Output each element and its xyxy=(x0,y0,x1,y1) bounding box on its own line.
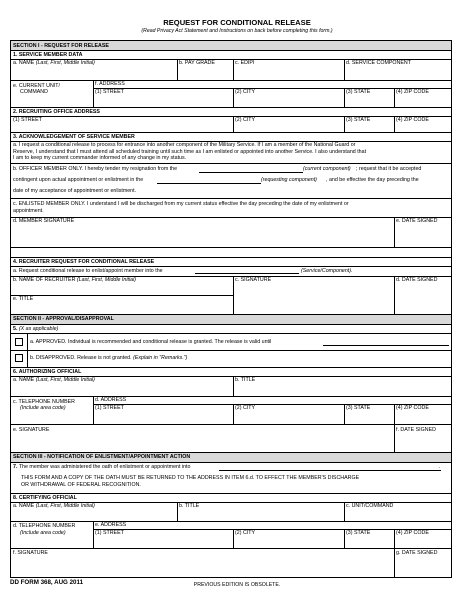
recruiter-date-label: d. DATE SIGNED xyxy=(396,277,438,283)
cert-state-field[interactable] xyxy=(345,537,393,547)
ack-c-line-2: appointment. xyxy=(13,207,44,214)
item-4-heading: 4. RECRUITER REQUEST FOR CONDITIONAL RELEASE xyxy=(13,258,155,265)
recruiter-title-label: e. TITLE xyxy=(13,296,34,302)
form-subtitle: (Read Privacy Act Statement and Instructions on back before completing this form.) xyxy=(141,28,333,34)
auth-street-label: (1) STREET xyxy=(95,405,124,411)
recruiter-date-field[interactable] xyxy=(395,284,450,313)
ro-zip-label: (4) ZIP CODE xyxy=(396,117,429,123)
form-title: REQUEST FOR CONDITIONAL RELEASE xyxy=(163,18,311,27)
recruiter-signature-label: c. SIGNATURE xyxy=(235,277,272,283)
auth-state-field[interactable] xyxy=(345,412,393,423)
sm-name-field[interactable] xyxy=(12,67,176,79)
cert-unit-label: c. UNIT/COMMAND xyxy=(346,503,394,509)
sm-zip-label: (4) ZIP CODE xyxy=(396,89,429,95)
cert-city-field[interactable] xyxy=(234,537,343,547)
auth-zip-field[interactable] xyxy=(395,412,450,423)
sm-name-label: a. NAME (Last, First, Middle Initial) xyxy=(13,60,95,66)
member-signature-field[interactable] xyxy=(12,225,393,246)
pay-grade-field[interactable] xyxy=(178,67,232,79)
auth-signature-field[interactable] xyxy=(12,434,393,451)
recruiter-name-label: b. NAME OF RECRUITER (Last, First, Middle Initial) xyxy=(13,277,137,283)
cert-zip-field[interactable] xyxy=(395,537,450,547)
auth-title-field[interactable] xyxy=(234,384,450,395)
ro-city-field[interactable] xyxy=(234,124,343,131)
pay-grade-label: b. PAY GRADE xyxy=(179,60,215,66)
edipi-field[interactable] xyxy=(234,67,343,79)
service-component-field[interactable] xyxy=(345,67,450,79)
current-component-field[interactable] xyxy=(199,172,303,173)
current-unit-label-2: COMMAND xyxy=(20,89,48,95)
ack-c-line-1: c. ENLISTED MEMBER ONLY. I understand I will be discharged from my current status effective the day preceding the date of my enlistment or xyxy=(13,201,349,207)
cert-date-label: g. DATE SIGNED xyxy=(396,550,438,556)
ro-city-label: (2) CITY xyxy=(235,117,256,123)
return-instruction-line-1: THIS FORM AND A COPY OF THE OATH MUST BE RETURNED TO THE ADDRESS IN ITEM 6.d. TO EFFECT THE MEMBER'S DISCHARGE xyxy=(21,475,360,481)
ack-a-line-1: a. I request a conditional release to process for entrance into another component of the Military Service. If I am a member of the National Guard or xyxy=(13,142,356,148)
recruiter-signature-field[interactable] xyxy=(234,284,393,313)
auth-city-field[interactable] xyxy=(234,412,343,423)
approved-checkbox[interactable] xyxy=(15,338,23,346)
member-signature-label: d. MEMBER SIGNATURE xyxy=(13,218,75,224)
ro-street-field[interactable] xyxy=(12,124,232,131)
section-2-heading: SECTION II - APPROVAL/DISAPPROVAL xyxy=(13,316,114,322)
sm-state-label: (3) STATE xyxy=(346,89,371,95)
ack-b-line-3: date of my acceptance of appointment or enlistment. xyxy=(13,188,137,194)
disapproved-label: b. DISAPPROVED. Release is not granted. (Explain in "Remarks.") xyxy=(30,355,188,361)
cert-address-label: e. ADDRESS xyxy=(95,522,127,528)
requesting-component-field[interactable] xyxy=(157,183,261,184)
cert-phone-label: d. TELEPHONE NUMBER xyxy=(13,523,76,529)
auth-date-label: f. DATE SIGNED xyxy=(396,427,436,433)
ack-b-line-2: contingent upon actual appointment or enlistment in the xyxy=(13,177,144,183)
item-6-heading: 6. AUTHORIZING OFFICIAL xyxy=(13,368,82,375)
section-1-heading: SECTION I - REQUEST FOR RELEASE xyxy=(13,42,109,49)
return-instruction-line-2: OR WITHDRAWAL OF FEDERAL RECOGNITION. xyxy=(21,481,141,488)
auth-address-label: d. ADDRESS xyxy=(95,397,127,403)
item-3-heading: 3. ACKNOWLEDGEMENT OF SERVICE MEMBER xyxy=(13,133,135,140)
auth-state-label: (3) STATE xyxy=(346,405,371,411)
cert-title-field[interactable] xyxy=(178,510,343,520)
auth-name-field[interactable] xyxy=(12,384,232,395)
cert-state-label: (3) STATE xyxy=(346,530,371,536)
cert-phone-field[interactable] xyxy=(12,537,92,547)
form-body xyxy=(10,40,452,578)
member-date-label: e. DATE SIGNED xyxy=(396,218,438,224)
recruiter-request-label: a. Request conditional release to enlist/appoint member into the xyxy=(13,267,163,274)
form-number: DD FORM 368, AUG 2011 xyxy=(10,579,84,586)
edipi-label: c. EDIPI xyxy=(235,60,255,66)
ro-state-field[interactable] xyxy=(345,124,393,131)
recruiter-name-field[interactable] xyxy=(12,284,232,294)
auth-street-field[interactable] xyxy=(94,412,232,423)
valid-until-field[interactable] xyxy=(323,345,449,346)
approved-label: a. APPROVED. Individual is recommended and conditional release is granted. The release is valid until xyxy=(30,339,272,345)
ack-b-line-1: b. OFFICER MEMBER ONLY. I hereby tender my resignation from the xyxy=(13,166,178,172)
current-unit-field[interactable] xyxy=(12,96,92,106)
item-2-heading: 2. RECRUITING OFFICE ADDRESS xyxy=(13,108,100,115)
cert-zip-label: (4) ZIP CODE xyxy=(396,530,429,536)
edition-notice: PREVIOUS EDITION IS OBSOLETE. xyxy=(193,582,281,588)
service-component-label: d. SERVICE COMPONENT xyxy=(346,60,411,66)
ro-street-label: (1) STREET xyxy=(13,117,42,123)
auth-phone-field[interactable] xyxy=(12,412,92,423)
cert-date-field[interactable] xyxy=(395,557,450,576)
cert-street-label: (1) STREET xyxy=(95,530,124,536)
recruiter-title-field[interactable] xyxy=(12,303,232,313)
cert-signature-field[interactable] xyxy=(12,557,393,576)
item-1-heading: 1. SERVICE MEMBER DATA xyxy=(13,51,83,58)
auth-signature-label: e. SIGNATURE xyxy=(13,427,50,433)
cert-name-field[interactable] xyxy=(12,510,176,520)
sm-address-label: f. ADDRESS xyxy=(95,81,125,87)
requesting-component-hint: (requesting component) xyxy=(261,177,317,183)
sm-street-field[interactable] xyxy=(94,96,232,106)
disapproved-checkbox[interactable] xyxy=(15,354,23,362)
section-3-heading: SECTION III - NOTIFICATION OF ENLISTMENT/APPOINTMENT ACTION xyxy=(13,454,191,460)
item-5-label: 5. (X as applicable) xyxy=(13,325,59,332)
auth-date-field[interactable] xyxy=(395,434,450,451)
sm-city-field[interactable] xyxy=(234,96,343,106)
sm-city-label: (2) CITY xyxy=(235,89,256,95)
cert-phone-hint: (Include area code) xyxy=(20,529,66,536)
oath-component-field[interactable] xyxy=(219,470,441,471)
ack-a-line-2: Reserve, I understand that I must attend all scheduled training until such time as I am enlisted or appointed into another Service. I also understand that xyxy=(13,148,367,155)
sm-zip-field[interactable] xyxy=(395,96,450,106)
auth-phone-label: c. TELEPHONE NUMBER xyxy=(13,399,76,405)
current-unit-label: e. CURRENT UNIT/ xyxy=(13,83,60,89)
period-mark: . xyxy=(439,464,441,470)
auth-phone-hint: (Include area code) xyxy=(20,405,66,411)
cert-city-label: (2) CITY xyxy=(235,530,256,536)
member-date-field[interactable] xyxy=(395,225,450,246)
item-8-heading: 8. CERTIFYING OFFICIAL xyxy=(13,494,77,501)
auth-name-label: a. NAME (Last, First, Middle Initial) xyxy=(13,377,95,383)
sm-state-field[interactable] xyxy=(345,96,393,106)
auth-title-label: b. TITLE xyxy=(235,377,256,383)
ro-zip-field[interactable] xyxy=(395,124,450,131)
ack-b-line-1-end: ; request that it be accepted xyxy=(356,166,422,172)
ro-state-label: (3) STATE xyxy=(346,117,371,123)
current-component-hint: (current component) xyxy=(303,166,351,172)
sm-street-label: (1) STREET xyxy=(95,89,124,95)
service-component-request-field[interactable] xyxy=(195,273,299,274)
item-7-text: 7. The member was administered the oath of enlistment or appointment into xyxy=(13,464,191,470)
ack-b-line-2-end: , and be effective the day preceding the xyxy=(326,177,419,183)
cert-title-label: b. TITLE xyxy=(179,503,200,509)
cert-street-field[interactable] xyxy=(94,537,232,547)
auth-city-label: (2) CITY xyxy=(235,405,256,411)
auth-zip-label: (4) ZIP CODE xyxy=(396,405,429,411)
cert-name-label: a. NAME (Last, First, Middle Initial) xyxy=(13,503,95,509)
cert-signature-label: f. SIGNATURE xyxy=(13,550,48,556)
cert-unit-field[interactable] xyxy=(345,510,450,520)
ack-a-line-3: I am to keep my current commander informed of any change in my status. xyxy=(13,155,187,161)
service-component-hint: (Service/Component). xyxy=(301,267,353,274)
